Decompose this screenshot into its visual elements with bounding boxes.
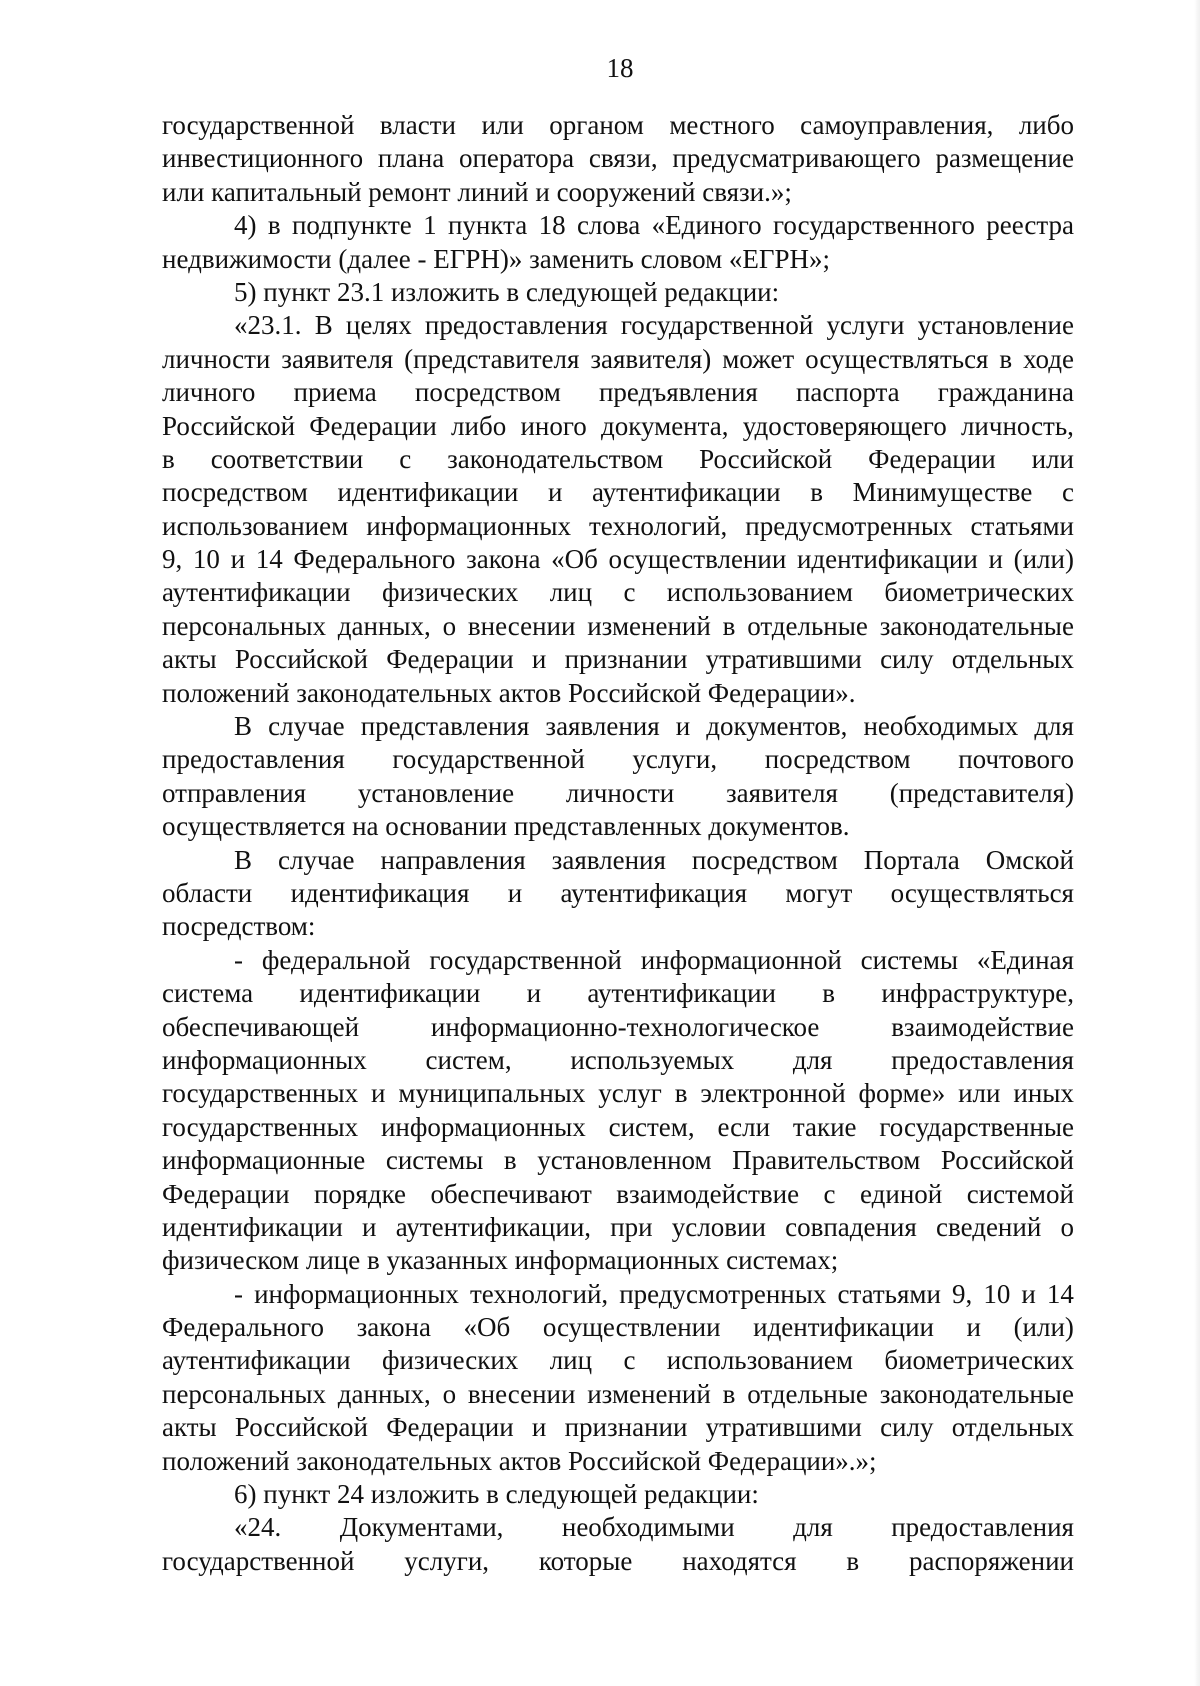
text-line: 5) пункт 23.1 изложить в следующей редакции: [234,276,780,307]
text-line: Федерации порядке обеспечивают взаимодействие с единой системой [162,1178,1074,1209]
text-line: персональных данных, о внесении изменений в отдельные законодательные [162,1378,1074,1409]
text-line: посредством идентификации и аутентификации в Минимуществе с [162,477,1074,508]
text-line: аутентификации физических лиц с использованием биометрических [162,1345,1074,1376]
text-line: - федеральной государственной информационной системы «Единая [234,944,1074,975]
text-line: государственных и муниципальных услуг в электронной форме» или иных [162,1078,1074,1109]
scan-edge-shadow [1194,0,1200,1686]
text-line: идентификации и аутентификации, при условии совпадения сведений о [162,1211,1074,1242]
text-line: информационных систем, используемых для предоставления [162,1044,1074,1075]
text-line: инвестиционного плана оператора связи, предусматривающего размещение [162,143,1074,174]
text-line: Федерального закона «Об осуществлении идентификации и (или) [162,1312,1074,1343]
text-line: В случае направления заявления посредством Портала Омской [234,844,1074,875]
text-line: положений законодательных актов Российской Федерации».»; [162,1445,877,1476]
text-line: или капитальный ремонт линий и сооружений связи.»; [162,176,792,207]
text-line: физическом лице в указанных информационных системах; [162,1245,839,1276]
text-line: 4) в подпункте 1 пункта 18 слова «Единого государственного реестра [234,210,1074,241]
text-line: в соответствии с законодательством Российской Федерации или [162,443,1074,474]
text-line: 9, 10 и 14 Федерального закона «Об осуществлении идентификации и (или) [162,544,1074,575]
text-line: недвижимости (далее - ЕГРН)» заменить словом «ЕГРН»; [162,243,831,274]
text-line: положений законодательных актов Российской Федерации». [162,677,856,708]
text-line: осуществляется на основании представленных документов. [162,811,850,842]
text-line: - информационных технологий, предусмотренных статьями 9, 10 и 14 [234,1278,1074,1309]
page-number: 18 [606,53,634,83]
text-line: обеспечивающей информационно-технологическое взаимодействие [162,1011,1074,1042]
text-line: отправления установление личности заявителя (представителя) [162,777,1074,808]
text-line: государственной услуги, которые находятся в распоряжении [162,1545,1074,1576]
text-line: области идентификация и аутентификация могут осуществляться [162,877,1074,908]
document-body [162,109,1074,1578]
text-line: «23.1. В целях предоставления государственной услуги установление [234,310,1074,341]
text-line: аутентификации физических лиц с использованием биометрических [162,577,1074,608]
text-line: система идентификации и аутентификации в инфраструктуре, [162,978,1074,1009]
text-line: В случае представления заявления и документов, необходимых для [234,711,1074,742]
text-line: персональных данных, о внесении изменений в отдельные законодательные [162,610,1074,641]
text-line: Российской Федерации либо иного документа, удостоверяющего личность, [162,410,1074,441]
text-line: предоставления государственной услуги, посредством почтового [162,744,1074,775]
text-line: государственной власти или органом местного самоуправления, либо [162,110,1074,140]
text-line: личности заявителя (представителя заявителя) может осуществляться в ходе [162,343,1074,374]
text-line: государственных информационных систем, если такие государственные [162,1111,1074,1142]
text-line: использованием информационных технологий, предусмотренных статьями [162,510,1074,541]
text-line: посредством: [162,911,316,942]
text-line: информационные системы в установленном Правительством Российской [162,1145,1074,1176]
text-line: акты Российской Федерации и признании утратившими силу отдельных [162,1412,1074,1443]
text-line: «24. Документами, необходимыми для предоставления [234,1512,1074,1543]
text-line: акты Российской Федерации и признании утратившими силу отдельных [162,644,1074,675]
text-line: личного приема посредством предъявления паспорта гражданина [162,377,1074,408]
text-line: 6) пункт 24 изложить в следующей редакции: [234,1479,759,1510]
